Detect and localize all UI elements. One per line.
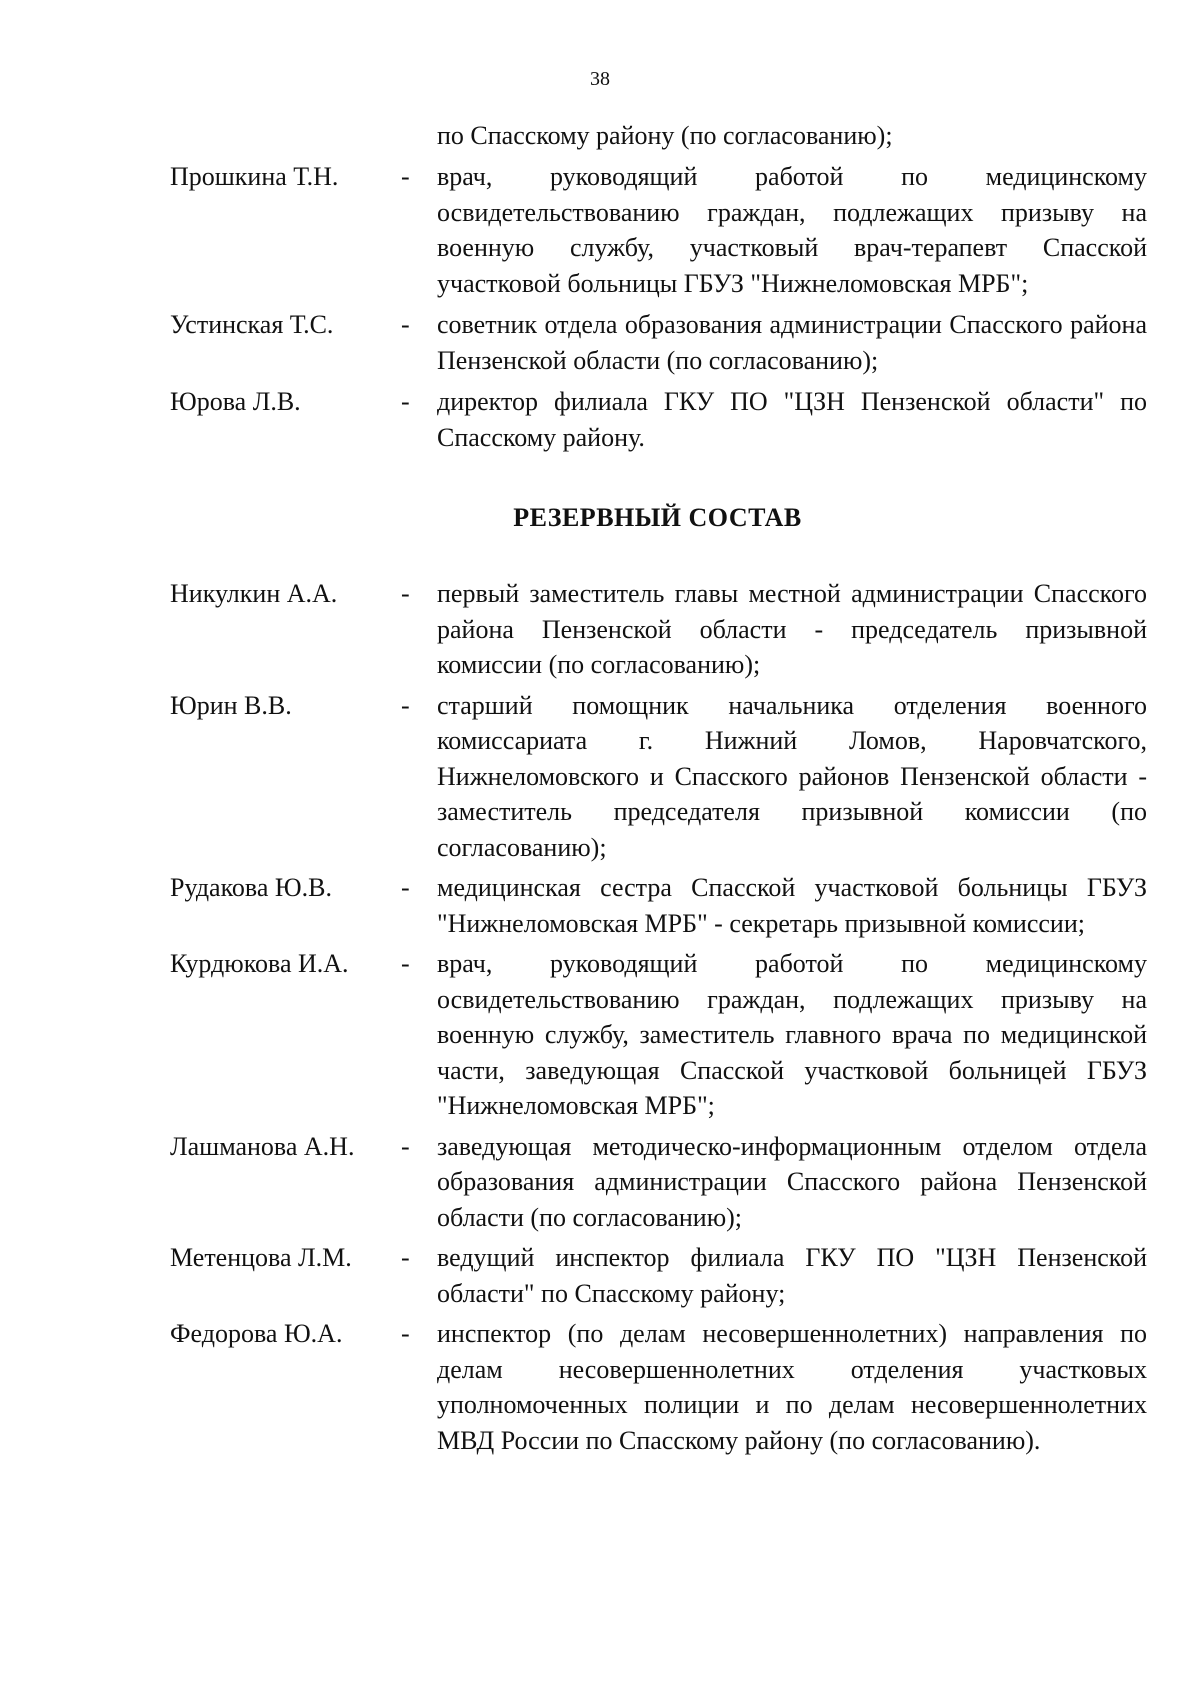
- member-row: [170, 1316, 1147, 1458]
- member-dash: -: [401, 310, 410, 339]
- member-dash: -: [401, 949, 410, 978]
- member-name: Курдюкова И.А.: [170, 949, 349, 978]
- member-row: [170, 159, 1147, 301]
- member-name: Метенцова Л.М.: [170, 1243, 352, 1272]
- member-dash: -: [401, 387, 410, 416]
- member-role: медицинская сестра Спасской участковой больницы ГБУЗ "Нижнеломовская МРБ" - секретарь призывной комиссии;: [437, 873, 1147, 938]
- member-role: ведущий инспектор филиала ГКУ ПО "ЦЗН Пензенской области" по Спасскому району;: [437, 1243, 1147, 1308]
- member-row: [170, 307, 1147, 378]
- member-role: первый заместитель главы местной администрации Спасского района Пензенской области - председатель призывной комиссии (по согласованию);: [437, 579, 1147, 679]
- member-name: Федорова Ю.А.: [170, 1319, 343, 1348]
- member-row: [170, 576, 1147, 683]
- member-dash: -: [401, 162, 410, 191]
- member-dash: -: [401, 579, 410, 608]
- reserve-section-heading: РЕЗЕРВНЫЙ СОСТАВ: [513, 503, 802, 532]
- member-row: [170, 688, 1147, 866]
- commission-main-list: [170, 159, 1147, 461]
- member-role: врач, руководящий работой по медицинскому освидетельствованию граждан, подлежащих призыву на военную службу, участковый врач-терапевт Спасской участковой больницы ГБУЗ "Нижнеломовская МРБ";: [437, 162, 1147, 298]
- member-name: Устинская Т.С.: [170, 310, 334, 339]
- member-role: инспектор (по делам несовершеннолетних) направления по делам несовершеннолетних отделения участковых уполномоченных полиции и по делам несовершеннолетних МВД России по Спасскому району (по согласованию).: [437, 1319, 1147, 1455]
- member-row: [170, 384, 1147, 455]
- member-role: директор филиала ГКУ ПО "ЦЗН Пензенской области" по Спасскому району.: [437, 387, 1147, 452]
- member-dash: -: [401, 1131, 410, 1161]
- member-row: [170, 1240, 1147, 1311]
- member-name: Прошкина Т.Н.: [170, 162, 339, 191]
- page-number: 38: [590, 68, 610, 90]
- member-dash: -: [401, 1319, 410, 1348]
- member-role: врач, руководящий работой по медицинскому освидетельствованию граждан, подлежащих призыву на военную службу, заместитель главного врача по медицинской части, заведующая Спасской участковой больницей ГБУЗ "Нижнеломовская МРБ";: [437, 949, 1147, 1120]
- member-name: Лашманова А.Н.: [170, 1131, 355, 1161]
- member-role: старший помощник начальника отделения военного комиссариата г. Нижний Ломов, Наровчатского, Нижнеломовского и Спасского районов Пензенской области - заместитель председателя призывной комиссии (по согласованию);: [437, 690, 1147, 862]
- member-name: Юрова Л.В.: [170, 387, 301, 416]
- member-dash: -: [401, 873, 410, 902]
- member-role: советник отдела образования администрации Спасского района Пензенской области (по согласованию);: [437, 310, 1147, 375]
- member-dash: -: [401, 1243, 410, 1272]
- commission-reserve-list: [170, 576, 1147, 1463]
- member-name: Рудакова Ю.В.: [170, 873, 332, 902]
- member-role: заведующая методическо-информационным отделом отдела образования администрации Спасского района Пензенской области (по согласованию);: [437, 1131, 1147, 1232]
- member-row: [170, 946, 1147, 1124]
- continuation-text: по Спасскому району (по согласованию);: [437, 121, 893, 150]
- member-name: Никулкин А.А.: [170, 579, 338, 608]
- member-dash: -: [401, 690, 410, 720]
- member-name: Юрин В.В.: [170, 690, 292, 720]
- member-row: [170, 870, 1147, 941]
- member-row: [170, 1129, 1147, 1236]
